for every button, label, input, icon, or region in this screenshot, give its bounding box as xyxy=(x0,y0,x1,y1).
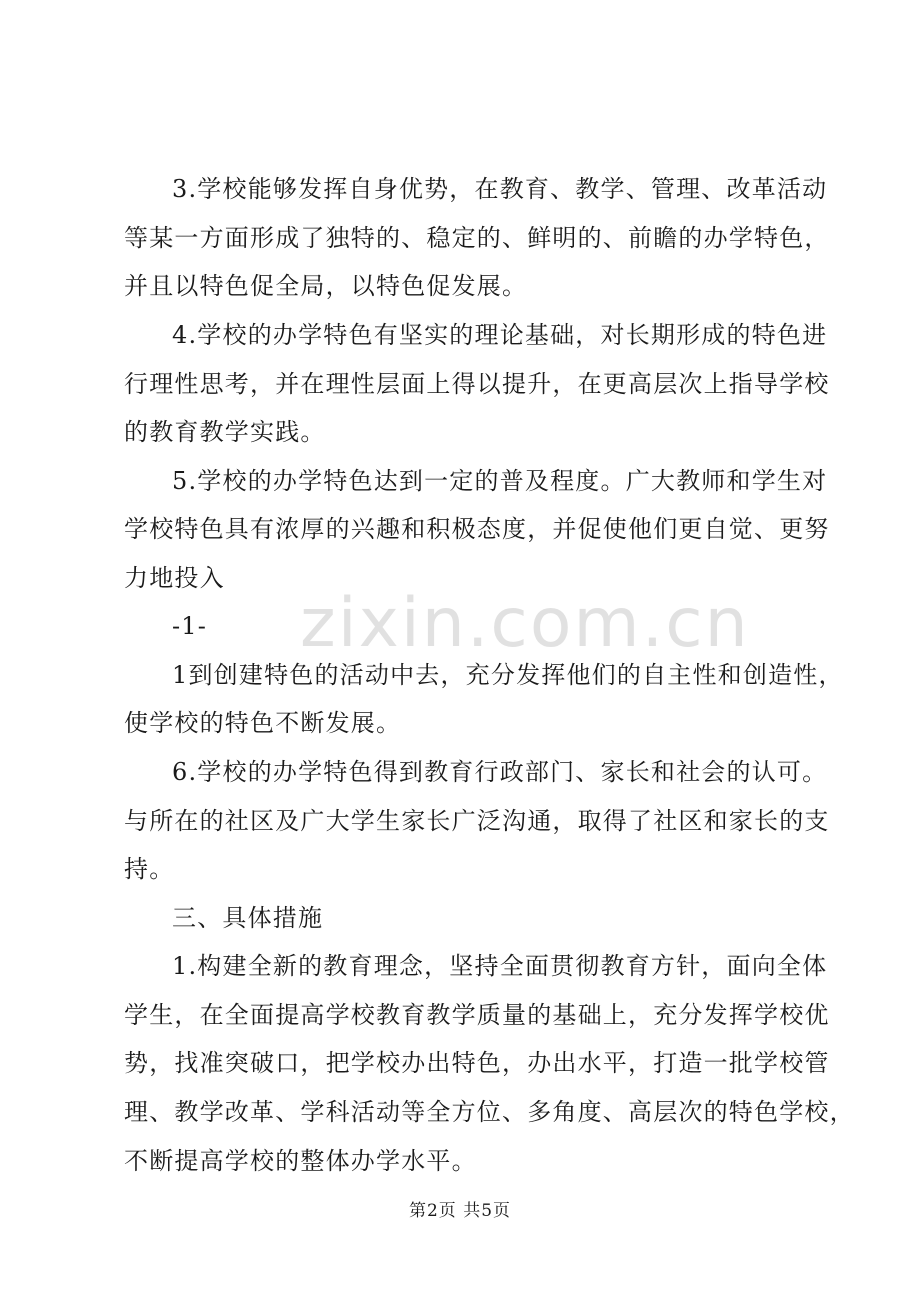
text-line: 力地投入 xyxy=(124,564,225,592)
text-line: 1到创建特色的活动中去，充分发挥他们的自主性和创造性， xyxy=(172,661,844,689)
text-line: 行理性思考，并在理性层面上得以提升，在更高层次上指导学校 xyxy=(124,370,830,398)
text-line: 6.学校的办学特色得到教育行政部门、家长和社会的认可。 xyxy=(172,758,828,786)
watermark: zixin.com.cn xyxy=(300,584,750,663)
text-line: 并且以特色促全局，以特色促发展。 xyxy=(124,272,528,300)
text-line: 1.构建全新的教育理念，坚持全面贯彻教育方针，面向全体 xyxy=(172,952,828,980)
text-line: 4.学校的办学特色有坚实的理论基础，对长期形成的特色进 xyxy=(172,321,828,349)
text-line: 不断提高学校的整体办学水平。 xyxy=(124,1147,477,1175)
text-line: 学校特色具有浓厚的兴趣和积极态度，并促使他们更自觉、更努 xyxy=(124,515,830,543)
text-line: 等某一方面形成了独特的、稳定的、鲜明的、前瞻的办学特色， xyxy=(124,224,830,252)
text-line: 学生，在全面提高学校教育教学质量的基础上，充分发挥学校优 xyxy=(124,1001,830,1029)
text-line: 3.学校能够发挥自身优势，在教育、教学、管理、改革活动 xyxy=(172,175,828,203)
text-line: 势，找准突破口，把学校办出特色，办出水平，打造一批学校管 xyxy=(124,1049,830,1077)
text-line: 与所在的社区及广大学生家长广泛沟通，取得了社区和家长的支 xyxy=(124,807,830,835)
page-footer: 第2页 共5页 xyxy=(408,1201,512,1221)
text-line: 使学校的特色不断发展。 xyxy=(124,709,402,737)
section-heading: 三、具体措施 xyxy=(172,904,324,932)
text-line: 5.学校的办学特色达到一定的普及程度。广大教师和学生对 xyxy=(172,467,828,495)
text-line: 持。 xyxy=(124,855,175,883)
inline-page-number: -1- xyxy=(172,612,208,640)
text-line: 理、教学改革、学科活动等全方位、多角度、高层次的特色学校， xyxy=(124,1098,855,1126)
text-line: 的教育教学实践。 xyxy=(124,418,326,446)
